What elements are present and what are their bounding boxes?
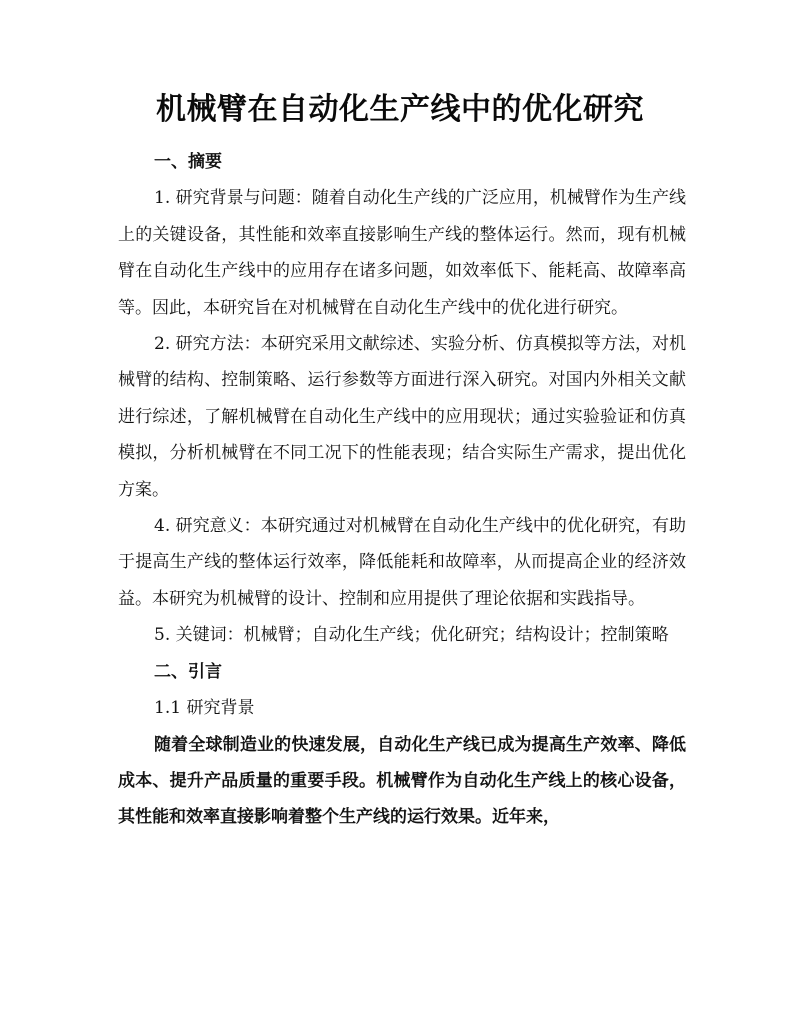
abstract-paragraph-background: 1. 研究背景与问题：随着自动化生产线的广泛应用，机械臂作为生产线上的关键设备，其性能和效率直接影响生产线的整体运行。然而，现有机械臂在自动化生产线中的应用存在诸多问题，如效率低下、能耗高、故障率高等。因此，本研究旨在对机械臂在自动化生产线中的优化进行研究。 bbox=[118, 188, 686, 318]
subsection-heading-background: 1.1 研究背景 bbox=[154, 698, 255, 719]
abstract-paragraph-significance: 4. 研究意义：本研究通过对机械臂在自动化生产线中的优化研究，有助于提高生产线的整体运行效率，降低能耗和故障率，从而提高企业的经济效益。本研究为机械臂的设计、控制和应用提供了理论依据和实践指导。 bbox=[118, 516, 686, 609]
section-heading-introduction: 二、引言 bbox=[154, 661, 222, 682]
introduction-paragraph: 随着全球制造业的快速发展，自动化生产线已成为提高生产效率、降低成本、提升产品质量的重要手段。机械臂作为自动化生产线上的核心设备，其性能和效率直接影响着整个生产线的运行效果。近年来， bbox=[118, 734, 686, 828]
document-body bbox=[118, 144, 686, 836]
abstract-paragraph-methods: 2. 研究方法：本研究采用文献综述、实验分析、仿真模拟等方法，对机械臂的结构、控制策略、运行参数等方面进行深入研究。对国内外相关文献进行综述，了解机械臂在自动化生产线中的应用现状；通过实验验证和仿真模拟，分析机械臂在不同工况下的性能表现；结合实际生产需求，提出优化方案。 bbox=[118, 334, 686, 500]
document-title: 机械臂在自动化生产线中的优化研究 bbox=[156, 92, 644, 127]
section-heading-abstract: 一、摘要 bbox=[154, 152, 222, 172]
abstract-paragraph-keywords: 5. 关键词：机械臂；自动化生产线；优化研究；结构设计；控制策略 bbox=[154, 625, 669, 646]
